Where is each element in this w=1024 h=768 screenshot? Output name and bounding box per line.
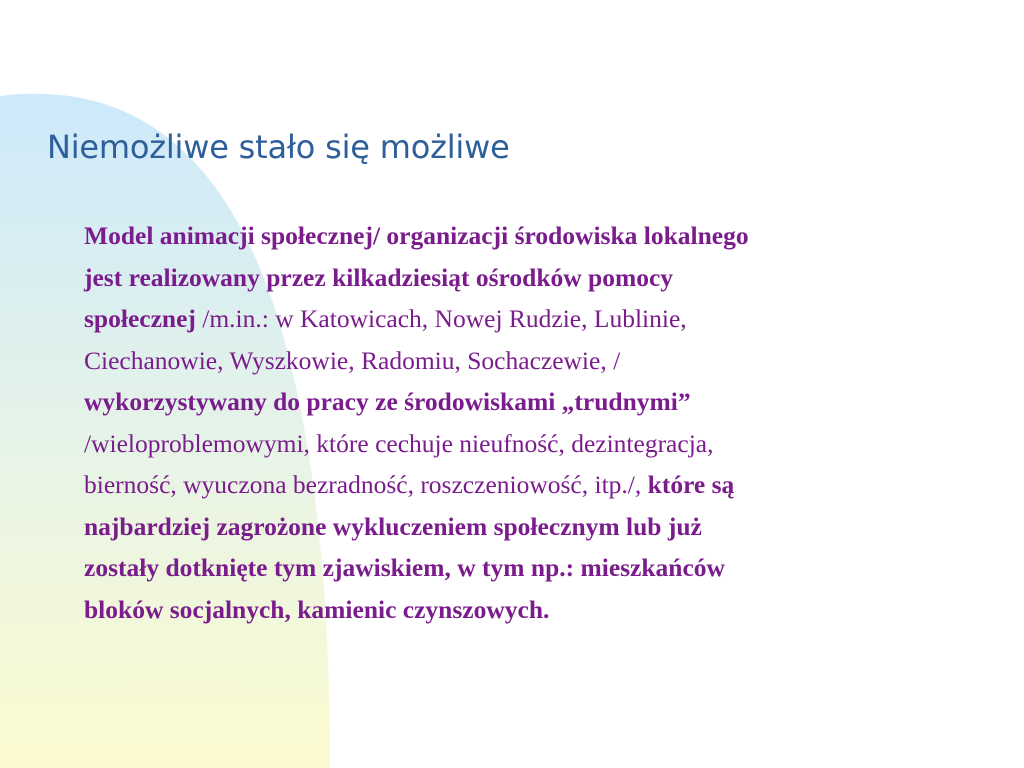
slide-body-text bbox=[84, 215, 984, 630]
body-text-line bbox=[84, 589, 984, 631]
body-text-line bbox=[84, 381, 984, 423]
bold-text-segment: Model animacji społecznej/ organizacji środowiska lokalnego bbox=[84, 221, 749, 250]
regular-text-segment: /wieloproblemowymi, które cechuje nieufność, dezintegracja, bbox=[84, 428, 714, 458]
bold-text-segment: jest realizowany przez kilkadziesiąt ośrodków pomocy bbox=[84, 262, 674, 292]
body-text-line bbox=[84, 547, 984, 589]
regular-text-segment: /m.in.: w Katowicach, Nowej Rudzie, Lublinie, bbox=[195, 304, 687, 333]
bold-text-segment: zostały dotknięte tym zjawiskiem, w tym np.: mieszkańców bbox=[84, 553, 725, 582]
bold-text-segment: które są bbox=[647, 470, 735, 499]
bold-text-segment: najbardziej zagrożone wykluczeniem społecznym lub już bbox=[84, 511, 702, 541]
bold-text-segment: bloków socjalnych, kamienic czynszowych. bbox=[84, 594, 550, 624]
body-text-line bbox=[84, 340, 984, 382]
regular-text-segment: Ciechanowie, Wyszkowie, Radomiu, Sochaczewie, / bbox=[84, 345, 621, 375]
slide-title: Niemożliwe stało się możliwe bbox=[47, 128, 510, 166]
body-text-line bbox=[84, 423, 984, 465]
body-text-line bbox=[84, 506, 984, 548]
regular-text-segment: bierność, wyuczona bezradność, roszczeniowość, itp./, bbox=[84, 470, 648, 499]
body-text-line bbox=[84, 298, 984, 340]
body-text-line bbox=[84, 215, 984, 257]
body-text-line bbox=[84, 257, 984, 299]
bold-text-segment: wykorzystywany do pracy ze środowiskami „trudnymi” bbox=[84, 387, 691, 416]
bold-text-segment: społecznej bbox=[84, 304, 196, 333]
body-text-line bbox=[84, 464, 984, 506]
